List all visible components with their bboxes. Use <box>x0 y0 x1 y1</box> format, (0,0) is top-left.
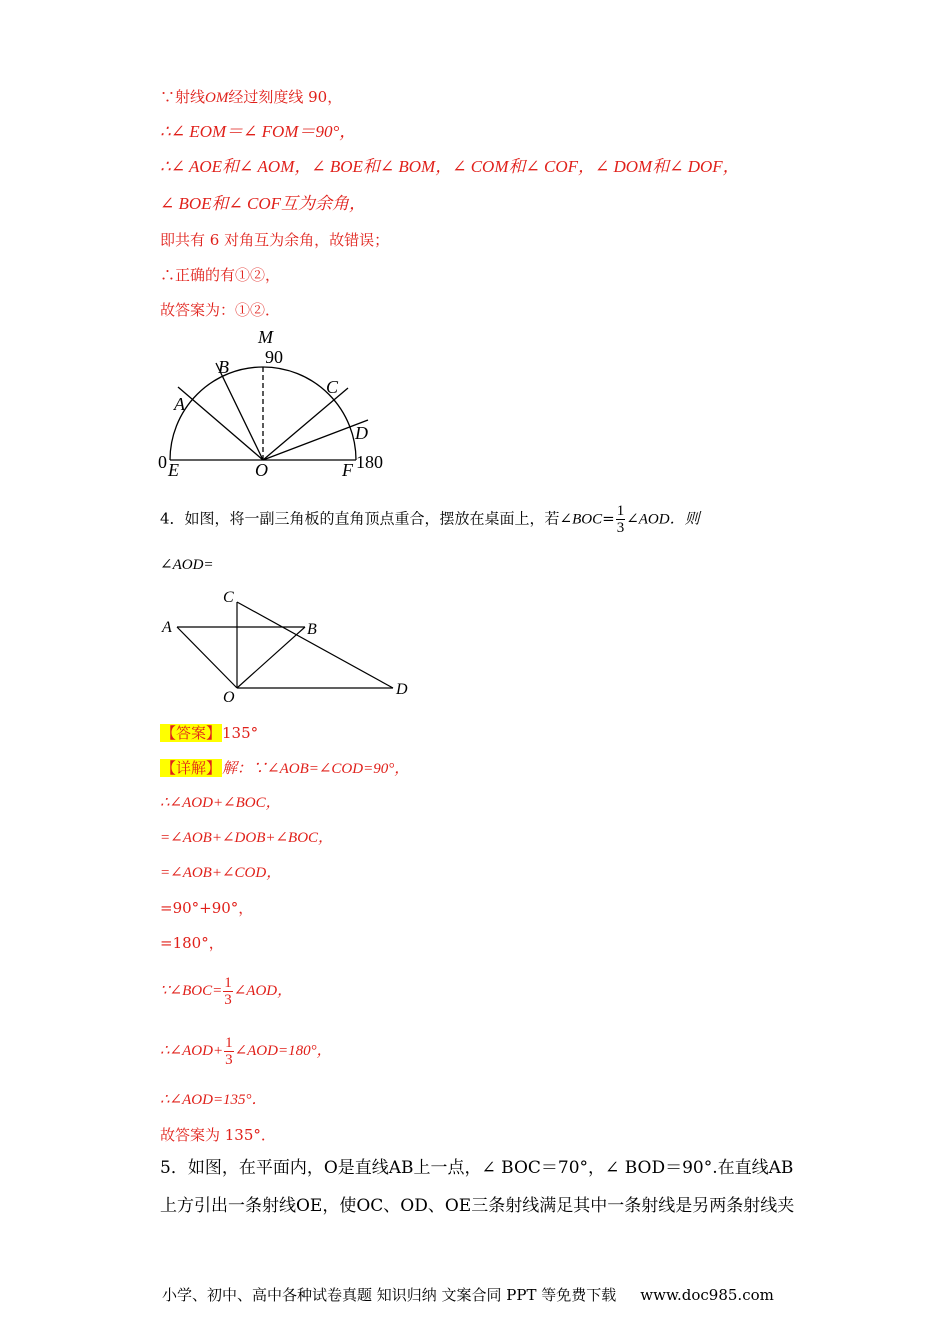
sol3-line6: ∴正确的有①②， <box>160 266 281 284</box>
segment-AO <box>177 627 237 688</box>
label-A: A <box>174 394 185 414</box>
detail-line2: ∴∠AOD+∠BOC， <box>160 795 281 811</box>
footer-url[interactable]: www.doc985.com <box>640 1286 774 1304</box>
q4-line1: 4．如图，将一副三角板的直角顶点重合，摆放在桌面上，若∠BOC= $\frac{1}{3}$ ∠AOD．则 <box>160 503 700 536</box>
detail-line9: ∴∠AOD=135°． <box>160 1092 267 1108</box>
detail-line10: 故答案为 135°． <box>160 1126 276 1144</box>
label-B2: B <box>307 621 317 638</box>
scale-180: 180 <box>356 452 383 472</box>
label-O2: O <box>223 689 235 706</box>
ray-OD <box>263 420 368 460</box>
q4-fraction: $\frac{1}{3}$ <box>616 503 625 536</box>
detail-line6: =180°， <box>160 934 224 952</box>
label-D2: D <box>396 681 408 698</box>
detail-fraction-1: $\frac{1}{3}$ <box>224 974 232 1008</box>
detail-line1: 【详解】解：∵∠AOB=∠COD=90°， <box>161 759 410 777</box>
answer-line: 【答案】135° <box>161 724 259 742</box>
ray-OB <box>216 363 263 460</box>
scale-0: 0 <box>158 452 167 472</box>
sol3-line5: 即共有 6 对角互为余角，故错误； <box>160 231 390 249</box>
segment-OB <box>237 627 305 688</box>
label-A2: A <box>162 619 172 636</box>
answer-tag: 【答案】 <box>161 724 222 742</box>
ray-OA <box>178 387 263 460</box>
footer-text: 小学、初中、高中各种试卷真题 知识归纳 文案合同 PPT 等免费下载 <box>162 1286 617 1304</box>
ray-OC <box>263 388 348 460</box>
triangles-figure <box>155 585 425 710</box>
detail-line4: =∠AOB+∠COD， <box>160 865 282 881</box>
label-O: O <box>255 460 268 480</box>
detail-line3: =∠AOB+∠DOB+∠BOC， <box>160 830 334 846</box>
label-B: B <box>218 357 229 377</box>
segment-CD <box>237 602 393 688</box>
q5-line2: 上方引出一条射线OE，使OC、OD、OE三条射线满足其中一条射线是另两条射线夹 <box>160 1196 795 1216</box>
sol3-line1: ∵射线OM经过刻度线 90， <box>160 88 343 106</box>
protractor-figure <box>150 325 410 485</box>
detail-line5: =90°+90°， <box>160 899 254 917</box>
detail-tag: 【详解】 <box>161 759 222 777</box>
label-E: E <box>168 460 179 480</box>
label-D: D <box>355 423 368 443</box>
label-M: M <box>258 327 273 347</box>
page-footer <box>162 1284 774 1305</box>
sol3-line3: ∴∠ AOE和∠ AOM，∠ BOE和∠ BOM，∠ COM和∠ COF，∠ DOM和∠ DOF， <box>160 157 740 176</box>
q4-line2: ∠AOD= <box>160 557 214 573</box>
sol3-line2: ∴∠ EOM＝∠ FOM＝90°， <box>160 122 357 141</box>
label-C: C <box>326 377 339 397</box>
detail-line8: ∴∠AOD+ $\frac{1}{3}$ ∠AOD=180°， <box>160 1034 332 1068</box>
label-C2: C <box>223 589 234 606</box>
q5-line1: 5．如图，在平面内，O是直线AB上一点，∠ BOC＝70°，∠ BOD＝90°.在直线AB <box>160 1158 794 1178</box>
detail-line7: ∵∠BOC= $\frac{1}{3}$ ∠AOD， <box>160 974 293 1008</box>
scale-90: 90 <box>265 347 283 367</box>
detail-fraction-2: $\frac{1}{3}$ <box>225 1034 233 1068</box>
sol3-line7: 故答案为：①②． <box>160 301 281 319</box>
sol3-line4: ∠ BOE和∠ COF互为余角， <box>160 194 367 213</box>
label-F: F <box>342 460 353 480</box>
